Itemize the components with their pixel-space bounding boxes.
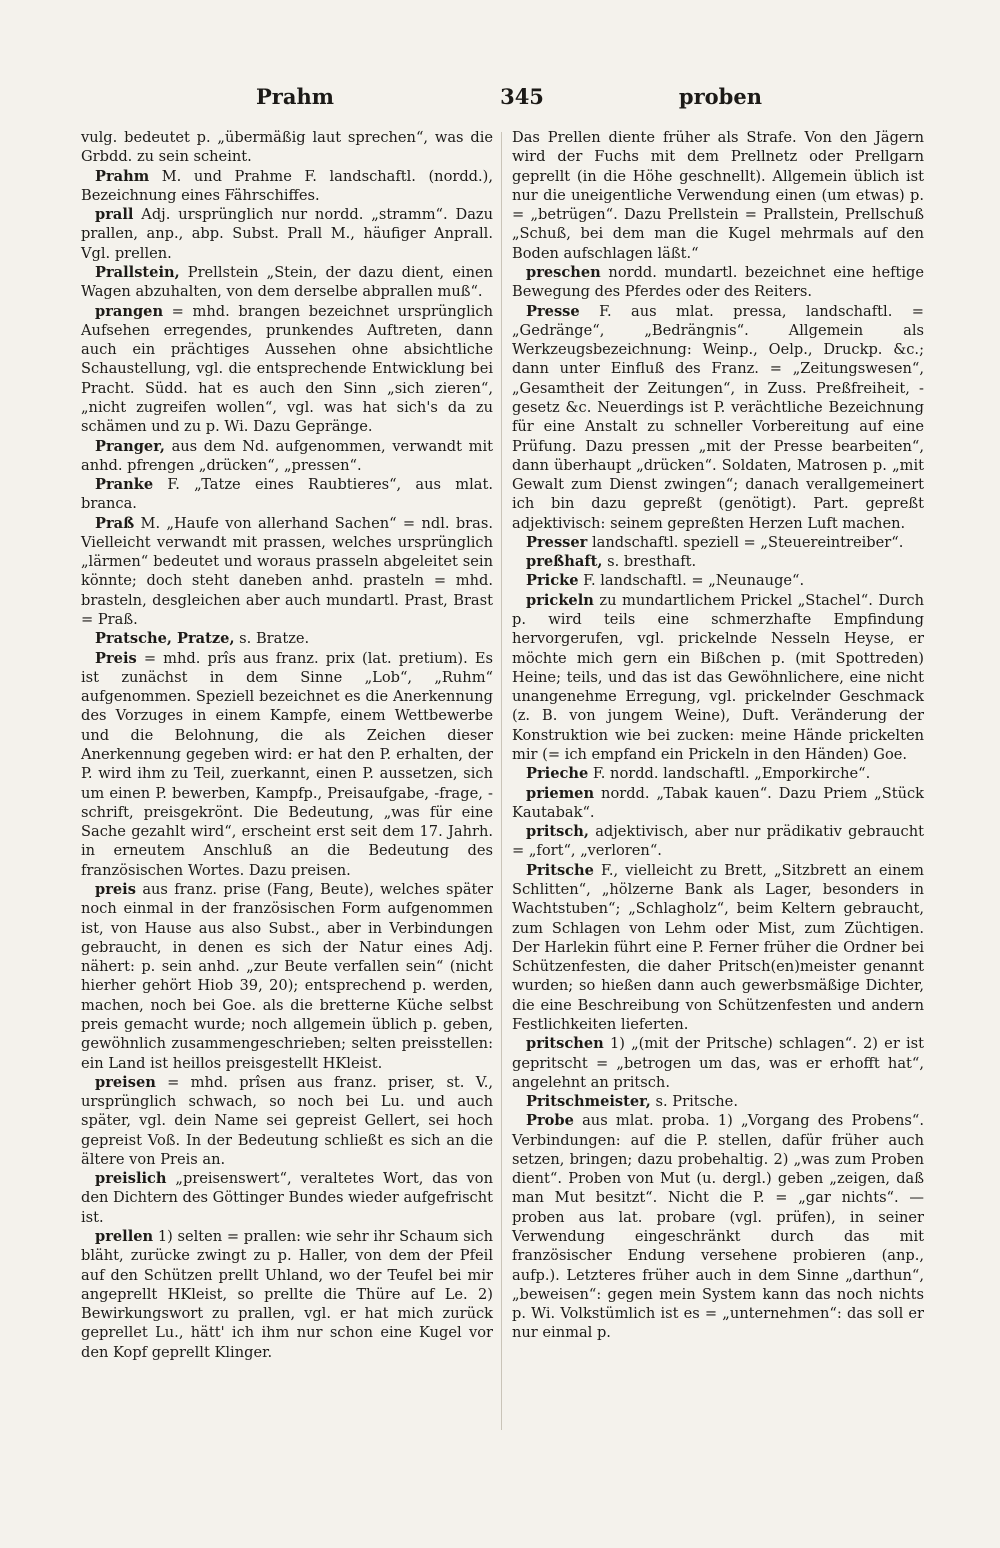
- entry-text: nordd. mundartl. bezeichnet eine heftige Bewegung des Pferdes oder des Reiters.: [512, 263, 924, 301]
- entry-continuation: [81, 128, 493, 167]
- entry-continuation: [512, 128, 924, 263]
- dictionary-entry: [81, 880, 493, 1073]
- dictionary-entry: [81, 475, 493, 514]
- dictionary-entry: [512, 1092, 924, 1111]
- entry-text: = mhd. prîsen aus franz. priser, st. V., ursprünglich schwach, so noch bei Lu. und auch später, vgl. dein Name sei gepreist Gellert, sei hoch gepreist Voß. In der Bedeutung schließt es sich an die ältere von Preis an.: [81, 1073, 493, 1168]
- entry-text: aus dem Nd. aufgenommen, verwandt mit anhd. pfrengen „drücken“, „pressen“.: [81, 437, 493, 474]
- entry-text: s. bresthaft.: [602, 553, 697, 571]
- entry-text: F. „Tatze eines Raubtieres“, aus mlat. branca.: [81, 476, 493, 513]
- dictionary-entry: [81, 167, 493, 206]
- dictionary-entry: [512, 764, 924, 783]
- dictionary-entry: [81, 514, 493, 630]
- dictionary-entry: [81, 1227, 493, 1362]
- entry-headword: preschen: [526, 263, 601, 281]
- dictionary-entry: [512, 591, 924, 765]
- entry-text: Adj. ursprünglich nur nordd. „stramm“. Dazu prallen, anp., abp. Subst. Prall M., häufiger Anprall. Vgl. prellen.: [81, 206, 493, 262]
- entry-text: Das Prellen diente früher als Strafe. Von den Jägern wird der Fuchs mit dem Prellnetz oder Prellgarn geprellt (in die Höhe geschnellt). Allgemein üblich ist nur die uneigentliche Verwendung einen (um etwas) p. = „betrügen“. Dazu Prellstein = Prallstein, Prellschuß „Schuß, bei dem man die Kugel mehrmals auf den Boden aufschlagen läßt.“: [512, 129, 924, 262]
- dictionary-entry: [512, 1111, 924, 1342]
- dictionary-entry: [81, 302, 493, 437]
- entry-text: = mhd. brangen bezeichnet ursprünglich Aufsehen erregendes, prunkendes Auftreten, dann auch ein prächtiges Aussehen ohne absichtliche Schaustellung, vgl. die entsprechende Entwicklung bei Pracht. Südd. hat es auch den Sinn „sich zieren“, „nicht zugreifen wollen“, vgl. was hat sich's da zu schämen und zu p. Wi. Dazu Gepränge.: [81, 302, 493, 436]
- entry-text: = mhd. prîs aus franz. prix (lat. pretium). Es ist zunächst in dem Sinne „Lob“, „Ruhm“ aufgenommen. Speziell bezeichnet es die Anerkennung des Vorzuges in einem Kampfe, einem Wettbewerbe und die Belohnung, die als Zeichen dieser Anerkennung gegeben wird: er hat den P. erhalten, der P. wird ihm zu Teil, zuerkannt, einen P. aussetzen, sich um einen P. bewerben, Kampfp., Preisaufgabe, -frage, -schrift, preisgekrönt. Die Bedeutung, „was für eine Sache gezahlt wird“, erscheint erst seit dem 17. Jahrh. in erneutem Anschluß an die Bedeutung des französischen Wortes. Dazu preisen.: [81, 649, 493, 879]
- entry-headword: Preis: [95, 649, 137, 667]
- entry-text: landschaftl. speziell = „Steuereintreiber“.: [587, 533, 904, 551]
- entry-text: F. landschaftl. = „Neunauge“.: [578, 572, 805, 590]
- dictionary-entry: [512, 571, 924, 590]
- dictionary-entry: [81, 629, 493, 648]
- entry-text: M. „Haufe von allerhand Sachen“ = ndl. bras. Vielleicht verwandt mit prassen, welches ursprünglich „lärmen“ bedeutet und woraus prasseln abgeleitet sein könnte; doch steht daneben anhd. prasteln = mhd. brasteln, desgleichen aber auch mundartl. Prast, Brast = Praß.: [81, 514, 493, 629]
- entry-headword: prall: [95, 206, 134, 224]
- entry-headword: Praß: [95, 514, 135, 532]
- entry-text: zu mundartlichem Prickel „Stachel“. Durch p. wird teils eine schmerzhafte Empfindung hervorgerufen, vgl. prickelnde Nesseln Heyse, er möchte mich gern ein Bißchen p. (mit Spottreden) Heine; teils, und das ist das Gewöhnlichere, eine nicht unangenehme Erregung, vgl. prickelnder Geschmack (z. B. von jungem Weine), Duft. Veränderung der Konstruktion wie bei zucken: meine Hände prickelten mir (= ich empfand ein Prickeln in den Händen) Goe.: [512, 591, 924, 763]
- running-head-left: Prahm: [256, 84, 334, 109]
- entry-headword: prellen: [95, 1228, 154, 1246]
- dictionary-entry: [512, 263, 924, 302]
- entry-headword: Pritschmeister,: [526, 1093, 651, 1111]
- entry-text: nordd. „Tabak kauen“. Dazu Priem „Stück Kautabak“.: [512, 784, 924, 821]
- dictionary-entry: [512, 784, 924, 823]
- entry-text: 1) selten = prallen: wie sehr ihr Schaum sich bläht, zurücke zwingt zu p. Haller, von dem der Pfeil auf den Schützen prellt Uhland, wo der Teufel bei mir angeprellt HKleist, so prellte die Thüre auf Le. 2) Bewirkungswort zu prallen, vgl. er hat mich zurück geprellet Lu., hätt' ich ihm nur schon eine Kugel vor den Kopf geprellt Klinger.: [81, 1228, 493, 1361]
- entry-headword: Probe: [526, 1112, 574, 1130]
- entry-headword: Presser: [526, 533, 588, 551]
- left-column: [81, 128, 493, 1362]
- entry-text: adjektivisch, aber nur prädikativ gebraucht = „fort“, „verloren“.: [512, 823, 924, 860]
- entry-text: aus mlat. proba. 1) „Vorgang des Probens“. Verbindungen: auf die P. stellen, dafür früher auch setzen, bringen; dazu probehaltig. 2) „was zum Proben dient“. Proben von Mut (u. dergl.) geben „zeigen, daß man Mut besitzt“. Nicht die P. = „gar nichts“. — proben aus lat. probare (vgl. prüfen), in seiner Verwendung eingeschränkt durch das mit französischer Endung versehene probieren (anp., aufp.). Letzteres früher auch in dem Sinne „darthun“, „beweisen“: gegen mein System kann das noch nichts p. Wi. Volkstümlich ist es = „unternehmen“: das soll er nur einmal p.: [512, 1112, 924, 1342]
- dictionary-entry: [512, 861, 924, 1035]
- entry-headword: Pranger,: [95, 437, 165, 455]
- dictionary-entry: [81, 437, 493, 476]
- dictionary-entry: [512, 1034, 924, 1092]
- entry-text: „preisenswert“, veraltetes Wort, das von den Dichtern des Göttinger Bundes wieder aufgefrischt ist.: [81, 1170, 493, 1226]
- running-head-right: proben: [678, 84, 762, 109]
- entry-text: F., vielleicht zu Brett, „Sitzbrett an einem Schlitten“, „hölzerne Bank als Lager, besonders in Wachtstuben“; „Schlagholz“, beim Keltern gebraucht, zum Schlagen von Lehm oder Mist, zum Züchtigen. Der Harlekin führt eine P. Ferner früher die Ordner bei Schützenfesten, die daher Pritsch(en)meister genannt wurden; so hießen dann auch gewerbsmäßige Dichter, die eine Beschreibung von Schützenfesten und andern Festlichkeiten lieferten.: [512, 861, 924, 1033]
- page-number: 345: [500, 84, 544, 109]
- dictionary-entry: [81, 263, 493, 302]
- entry-text: vulg. bedeutet p. „übermäßig laut sprechen“, was die Grbdd. zu sein scheint.: [81, 129, 493, 166]
- entry-headword: preislich: [95, 1170, 167, 1188]
- entry-headword: preis: [95, 880, 136, 898]
- entry-headword: Pratsche, Pratze,: [95, 630, 235, 648]
- entry-headword: Pranke: [95, 476, 154, 494]
- column-rule: [501, 132, 502, 1430]
- dictionary-entry: [512, 822, 924, 861]
- entry-headword: Pricke: [526, 572, 579, 590]
- dictionary-entry: [81, 1169, 493, 1227]
- entry-headword: preßhaft,: [526, 553, 603, 571]
- entry-headword: Presse: [526, 302, 580, 320]
- entry-headword: priemen: [526, 784, 595, 802]
- entry-headword: preisen: [95, 1073, 156, 1091]
- entry-headword: Prieche: [526, 765, 589, 783]
- entry-text: F. nordd. landschaftl. „Emporkirche“.: [588, 765, 871, 783]
- entry-text: M. und Prahme F. landschaftl. (nordd.), Bezeichnung eines Fährschiffes.: [81, 167, 493, 204]
- dictionary-entry: [81, 649, 493, 880]
- entry-headword: pritsch,: [526, 823, 589, 841]
- dictionary-entry: [512, 533, 924, 552]
- dictionary-entry: [81, 205, 493, 263]
- entry-headword: Pritsche: [526, 861, 594, 879]
- entry-headword: Prahm: [95, 167, 150, 185]
- entry-text: Prellstein „Stein, der dazu dient, einen Wagen abzuhalten, von dem derselbe abprallen muß“.: [81, 263, 493, 301]
- dictionary-entry: [81, 1073, 493, 1169]
- entry-text: s. Bratze.: [234, 630, 310, 648]
- dictionary-entry: [512, 302, 924, 533]
- entry-headword: pritschen: [526, 1035, 604, 1053]
- entry-headword: prickeln: [526, 591, 594, 609]
- entry-text: 1) „(mit der Pritsche) schlagen“. 2) er ist gepritscht = „betrogen um das, was er erhofft hat“, angelehnt an pritsch.: [512, 1035, 924, 1091]
- right-column: [512, 128, 924, 1343]
- entry-headword: prangen: [95, 302, 164, 320]
- entry-headword: Prallstein,: [95, 263, 180, 281]
- entry-text: s. Pritsche.: [650, 1093, 738, 1111]
- entry-text: F. aus mlat. pressa, landschaftl. = „Gedränge“, „Bedrängnis“. Allgemein als Werkzeugsbezeichnung: Weinp., Oelp., Druckp. &c.; dann unter Einfluß des Franz. = „Zeitungswesen“, „Gesamtheit der Zeitungen“, in Zuss. Preßfreiheit, -gesetz &c. Neuerdings ist P. verächtliche Bezeichnung für eine Anstalt zu schneller Vorbereitung auf eine Prüfung. Dazu pressen „mit der Presse bearbeiten“, dann überhaupt „drücken“. Soldaten, Matrosen p. „mit Gewalt zum Dienst zwingen“; danach verallgemeinert ich bin dazu gepreßt (genötigt). Part. gepreßt adjektivisch: seinem gepreßten Herzen Luft machen.: [512, 302, 924, 532]
- entry-text: aus franz. prise (Fang, Beute), welches später noch einmal in der französischen Form aufgenommen ist, von Hause aus also Subst., aber in Verbindungen gebraucht, in denen es sich der Natur eines Adj. nähert: p. sein anhd. „zur Beute verfallen sein“ (nicht hierher gehört Hiob 39, 20); entsprechend p. werden, machen, noch bei Goe. als die bretterne Küche selbst preis gemacht wurde; noch allgemein üblich p. geben, gewöhnlich zusammengeschrieben; selten preisstellen: ein Land ist heillos preisgestellt HKleist.: [81, 880, 493, 1072]
- running-head: [82, 84, 922, 114]
- dictionary-entry: [512, 552, 924, 571]
